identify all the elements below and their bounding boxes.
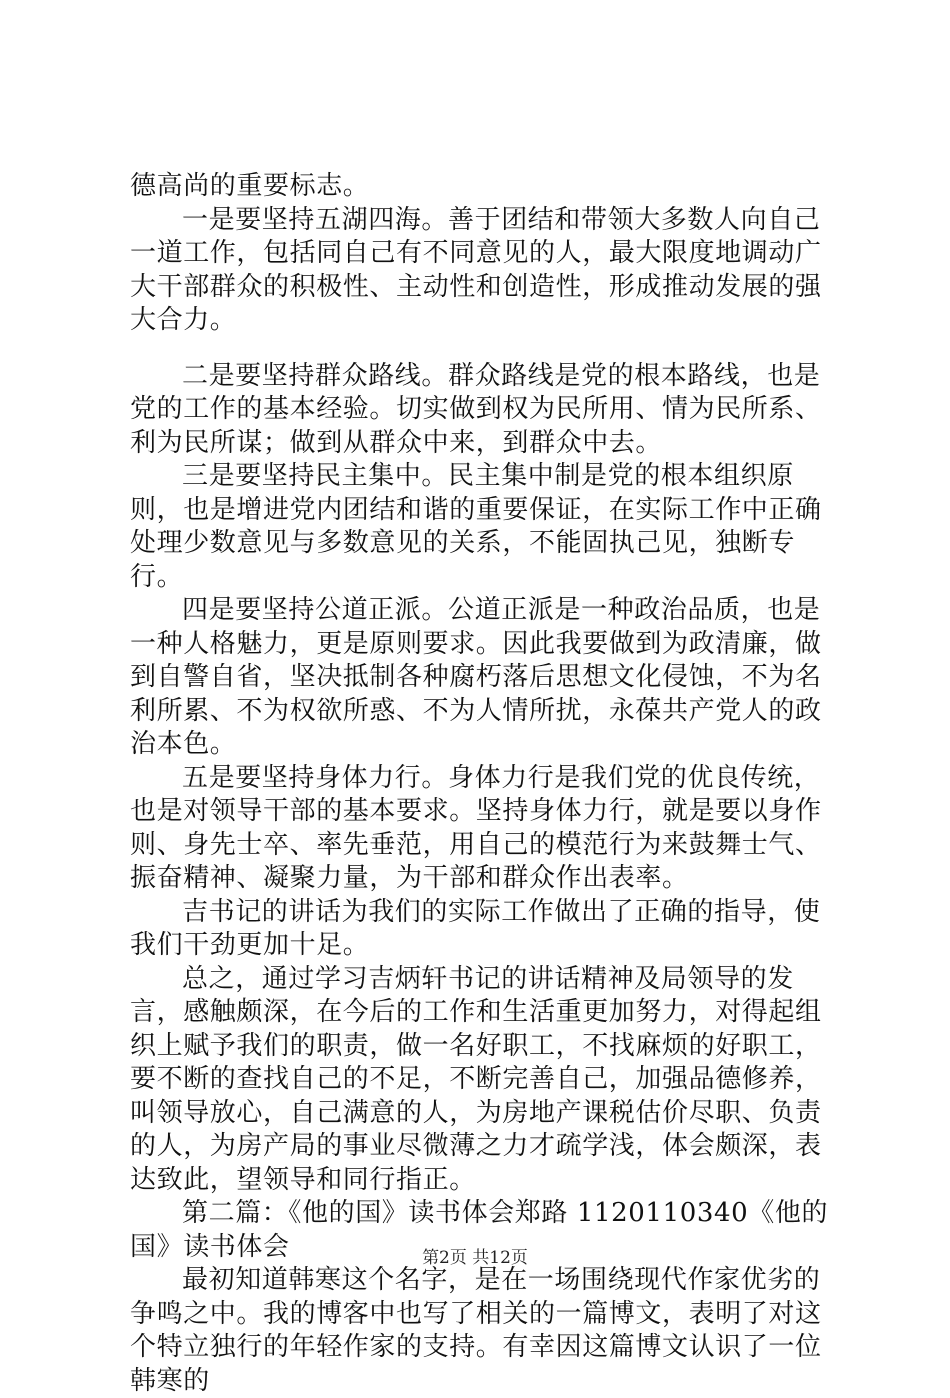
paragraph: 一是要坚持五湖四海。善于团结和带领大多数人向自己一道工作，包括同自己有不同意见的人，最大限度地调动广大干部群众的积极性、主动性和创造性，形成推动发展的强大合力。	[130, 204, 822, 335]
document-body	[130, 170, 830, 1398]
paragraph: 吉书记的讲话为我们的实际工作做出了正确的指导，使我们干劲更加十足。	[130, 896, 821, 960]
paragraph: 三是要坚持民主集中。民主集中制是党的根本组织原则，也是增进党内团结和谐的重要保证，在实际工作中正确处理少数意见与多数意见的关系，不能固执己见，独断专行。	[130, 461, 822, 592]
paragraph-gap	[130, 338, 830, 360]
paragraph: 五是要坚持身体力行。身体力行是我们党的优良传统，也是对领导干部的基本要求。坚持身体力行，就是要以身作则、身先士卒、率先垂范，用自己的模范行为来鼓舞士气、振奋精神、凝聚力量，为干部和群众作出表率。	[130, 762, 822, 893]
paragraph: 二是要坚持群众路线。群众路线是党的根本路线，也是党的工作的基本经验。切实做到权为民所用、情为民所系、利为民所谋；做到从群众中来，到群众中去。	[130, 360, 822, 458]
section-heading: 第二篇：《他的国》读书体会郑路 1120110340《他的国》读书体会	[130, 1198, 829, 1262]
page-footer: 第2页 共12页	[422, 1248, 528, 1268]
paragraph: 总之，通过学习吉炳轩书记的讲话精神及局领导的发言，感触颇深，在今后的工作和生活重更加努力，对得起组织上赋予我们的职责，做一名好职工，不找麻烦的好职工，要不断的查找自己的不足，不断完善自己，加强品德修养，叫领导放心，自己满意的人，为房地产课税估价尽职、负责的人，为房产局的事业尽微薄之力才疏学浅，体会颇深，表达致此，望领导和同行指正。	[130, 963, 822, 1195]
paragraph: 最初知道韩寒这个名字，是在一场围绕现代作家优劣的争鸣之中。我的博客中也写了相关的一篇博文，表明了对这个特立独行的年轻作家的支持。有幸因这篇博文认识了一位韩寒的	[130, 1265, 822, 1396]
paragraph: 德高尚的重要标志。	[130, 171, 370, 201]
paragraph: 四是要坚持公道正派。公道正派是一种政治品质，也是一种人格魅力，更是原则要求。因此我要做到为政清廉，做到自警自省，坚决抵制各种腐朽落后思想文化侵蚀，不为名利所累、不为权欲所惑、不为人情所扰，永葆共产党人的政治本色。	[130, 595, 822, 759]
